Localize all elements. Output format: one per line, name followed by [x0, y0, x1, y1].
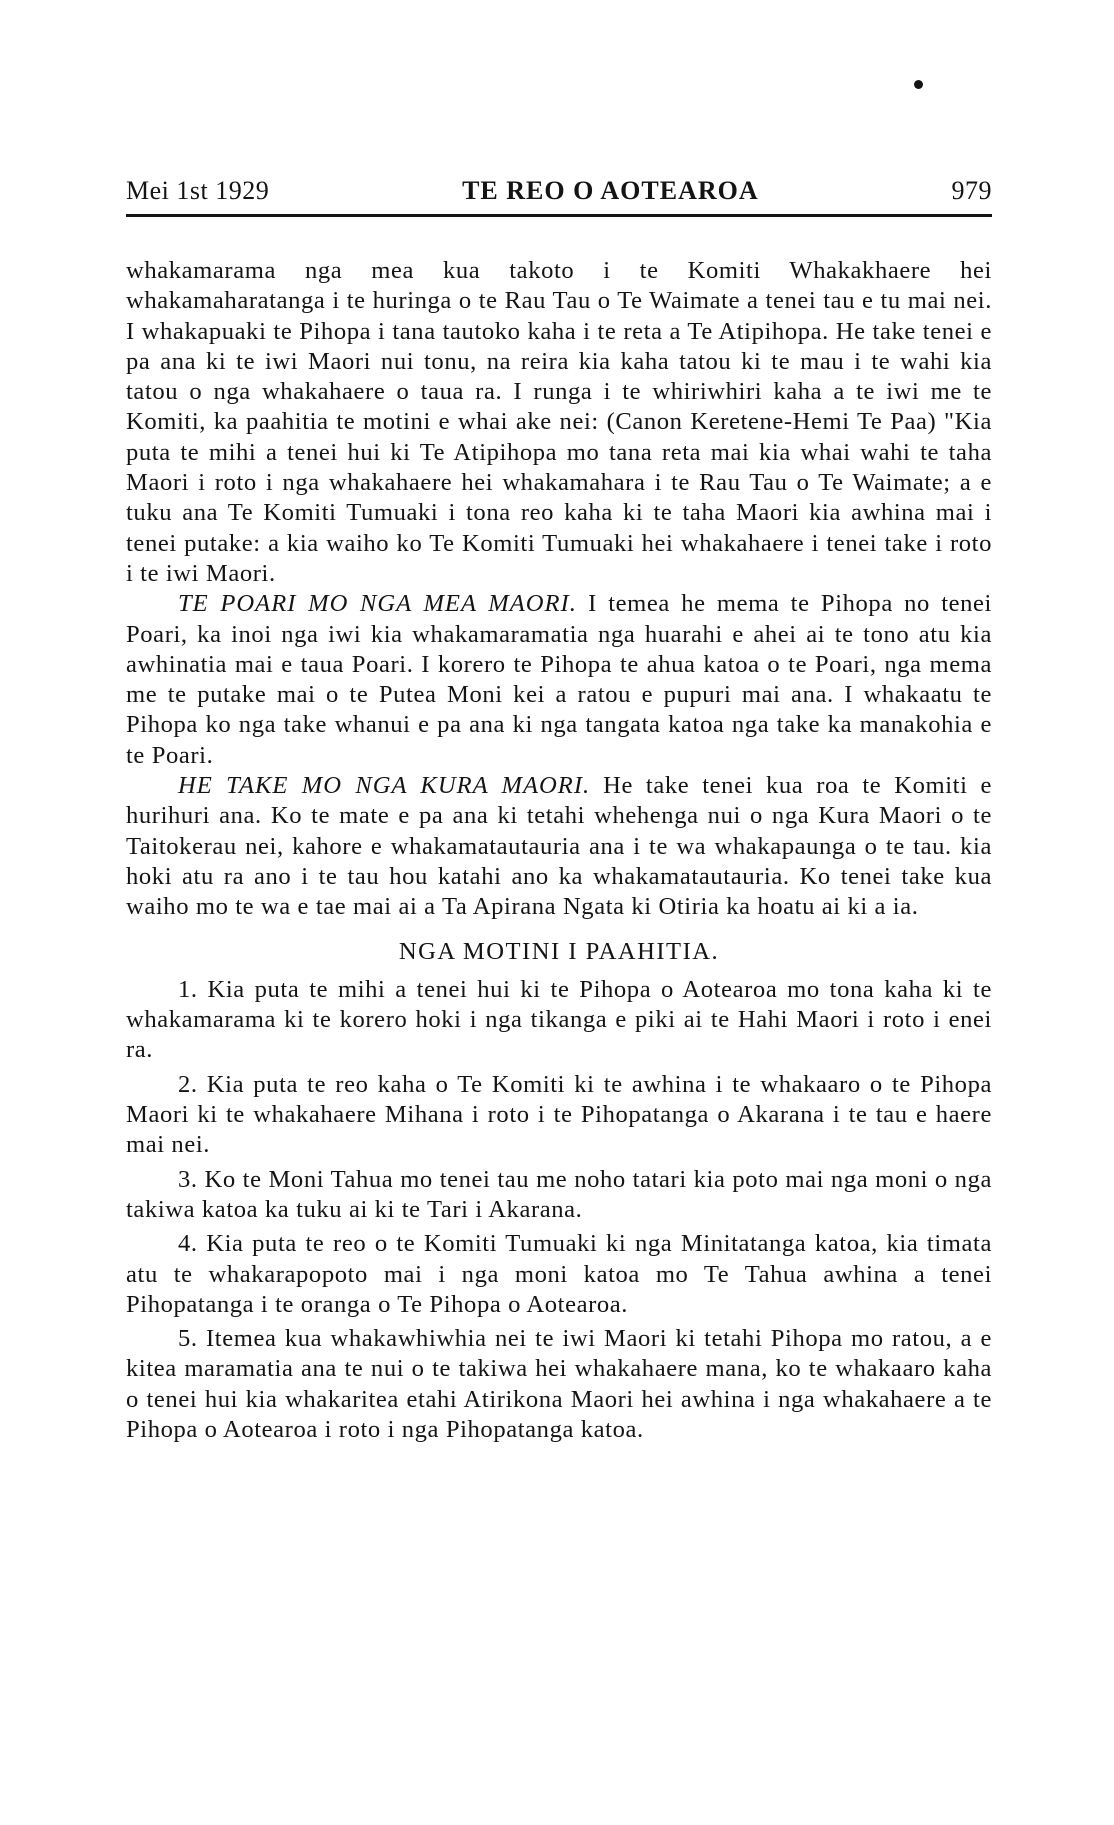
section-kura [126, 771, 992, 922]
motion-item: 4. Kia puta te reo o te Komiti Tumuaki ki nga Minitatanga katoa, kia timata atu te whakarapopoto mai i nga moni katoa mo Te Tahua awhina a tenei Pihopatanga i te oranga o Te Pihopa o Aotearoa. [126, 1230, 992, 1318]
ink-speck [914, 80, 923, 89]
section-text-poari: I temea he mema te Pihopa no tenei Poari, ka inoi nga iwi kia whakamaramatia nga huarahi e ahei ai te tono atu kia awhinatia mai e taua Poari. I korero te Pihopa te ahua katoa o te Poari, nga mema me te putake mai o te Putea Moni kei a ratou e pupuri mai ana. I whakaatu te Pihopa ko nga take whanui e pa ana ki nga tangata katoa nga take ka manakohia e te Poari. [126, 590, 992, 769]
section-heading-poari: TE POARI MO NGA MEA MAORI. [178, 590, 577, 618]
header-rule [126, 214, 992, 217]
journal-title: TE REO O AOTEAROA [462, 176, 759, 205]
page-body [126, 256, 992, 1445]
page-number: 979 [951, 176, 992, 205]
motion-item: 2. Kia puta te reo kaha o Te Komiti ki te awhina i te whakaaro o te Pihopa Maori ki te whakahaere Mihana i roto i te Pihopatanga o Akarana i te tau e haere mai nei. [126, 1070, 992, 1159]
section-heading-kura: HE TAKE MO NGA KURA MAORI. [178, 772, 591, 800]
paragraph-continued: whakamarama nga mea kua takoto i te Komiti Whakakhaere hei whakamaharatanga i te huringa o te Rau Tau o Te Waimate a tenei tau e tu mai nei. I whakapuaki te Pihopa i tana tautoko kaha i te reta a Te Atipihopa. He take tenei e pa ana ki te iwi Maori nui tonu, na reira kia kaha tatou ki te mau i te wahi kia tatou o nga whakahaere o taua ra. I runga i te whiriwhiri kaha a te iwi me te Komiti, ka paahitia te motini e whai ake nei: (Canon Keretene-Hemi Te Paa) "Kia puta te mihi a tenei hui ki Te Atipihopa mo tana reta mai kia whai wahi te taha Maori i roto i nga whakahaere hei whakamahara i te Rau Tau o Te Waimate; a e tuku ana Te Komiti Tumuaki i tona reo kaha ki te taha Maori kia awhina mai i tenei putake: a kia waiho ko Te Komiti Tumuaki hei whakahaere i tenei take i roto i te iwi Maori. [126, 257, 992, 587]
header-date: Mei 1st 1929 [126, 176, 270, 205]
section-poari [126, 589, 992, 771]
motion-item: 5. Itemea kua whakawhiwhia nei te iwi Maori ki tetahi Pihopa mo ratou, a e kitea maramatia ana te nui o te takiwa hei whakahaere mana, ko te whakaaro kaha o tenei hui kia whakaritea etahi Atirikona Maori hei awhina i nga whakahaere a te Pihopa o Aotearoa i roto i nga Pihopatanga katoa. [126, 1325, 992, 1443]
motion-item: 1. Kia puta te mihi a tenei hui ki te Pihopa o Aotearoa mo tona kaha ki te whakamarama ki te korero hoki i nga tikanga e piki ai te Hahi Maori i roto i enei ra. [126, 975, 992, 1064]
section-text-kura: He take tenei kua roa te Komiti e hurihuri ana. Ko te mate e pa ana ki tetahi whehenga nui o nga Kura Maori o te Taitokerau nei, kahore e whakamatautauria ana i te wa whakapaunga o te tau. kia hoki atu ra ano i te tau hou katahi ano ka whakamatautauria. Ko tenei take kua waiho mo te wa e tae mai ai a Ta Apirana Ngata ki Otiria ka hoatu ai ki a ia. [126, 772, 992, 921]
motion-item: 3. Ko te Moni Tahua mo tenei tau me noho tatari kia poto mai nga moni o nga takiwa katoa ka tuku ai ki te Tari i Akarana. [126, 1165, 992, 1223]
motions-heading: NGA MOTINI I PAAHITIA. [398, 937, 720, 965]
page-header [126, 176, 992, 206]
